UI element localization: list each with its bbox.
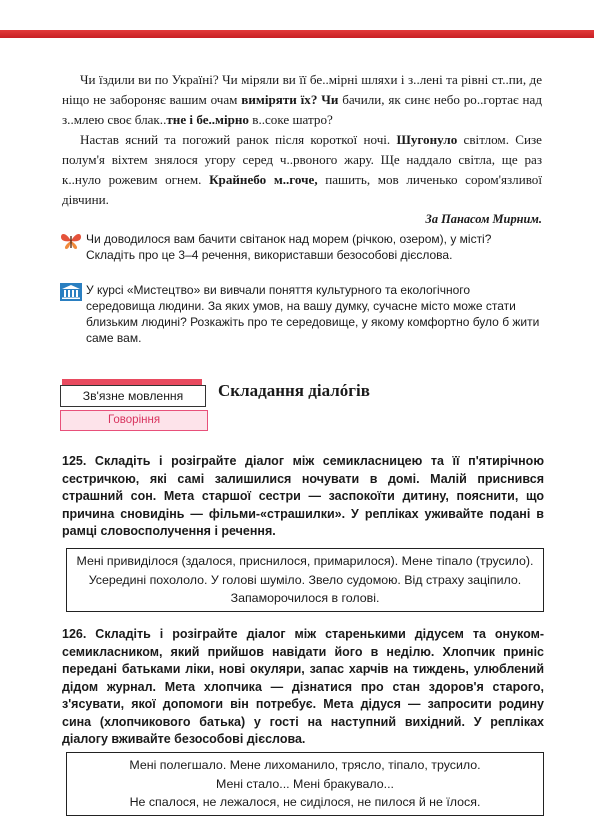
p2-bold-1: Шугонуло [396, 132, 458, 147]
box2-line-1: Мені полегшало. Мене лихоманило, трясло, тіпало, трусило. [129, 758, 481, 772]
box2-line-2: Мені стало... Мені бракувало... [216, 776, 394, 791]
section-title: Складання діалóгів [218, 381, 370, 400]
p1-part-c: бачили, як синє небо ро..гортає над з..млею своє блак.. [62, 92, 542, 127]
prose-text [62, 70, 542, 210]
tag-connected-speech: Зв'язне мовлення [60, 385, 206, 407]
p1-part-e: в..соке шатро? [248, 112, 333, 127]
exercise-126: 126. Складіть і розіграйте діалог між старенькими дідусем та онуком-семикласником, який прийшов навідати його в неділю. Хлопчик приніс передані батьками ліки, нові окуляри, запас харчів на тиждень, улюблений дідом журнал. Мета хлопчика — дізнатися про стан здоров'я старого, з'ясувати, якої допомоги він потребує. Мета дідуся — запросити родину сина (хлопчикового батька) у гості на наступний вихідний. У репліках діалогу вживайте безособові дієслова. [62, 627, 544, 746]
p1-bold-1: виміряти їх? Чи [241, 92, 339, 107]
tag-speaking: Говоріння [60, 410, 208, 431]
butterfly-icon [60, 232, 82, 250]
p1-bold-2: тне і бе..мірно [166, 112, 249, 127]
building-columns-icon [60, 283, 82, 301]
p2-bold-2: Крайнебо м..гоче, [209, 172, 318, 187]
task-sunrise: Чи доводилося вам бачити світанок над морем (річкою, озером), у місті? Складіть про це 3–4 речення, використавши безособові дієслова. [86, 232, 492, 262]
paragraph-2 [62, 130, 542, 210]
p2-part-e: пашить, мов личенько сором'язливої дівчини. [62, 172, 542, 207]
author-credit: За Панасом Мирним. [425, 212, 542, 226]
phrase-box-1: Мені привиділося (здалося, приснилося, примарилося). Мене тіпало (трусило). Усередині похололо. У голові шуміло. Звело судомою. Від страху заціпило. Запаморочилося в голові. [66, 548, 544, 612]
task-city-environment: У курсі «Мистецтво» ви вивчали поняття культурного та екологічного середовища людини. За яких умов, на вашу думку, сучасне місто може стати близьким людині? Розкажіть про те середовище, у якому комфортно було б жити саме вам. [86, 283, 540, 345]
exercise-125: 125. Складіть і розіграйте діалог між семикласницею та її п'ятирічною сестричкою, які самі залишилися ночувати в домі. Малій приснився страшний сон. Мета старшої сестри — заспокоїти дитину, пояснити, що причина сновидінь — фільми-«страшилки». У репліках уживайте подані в рамці словосполучення і речення. [62, 454, 544, 538]
p1-part-a: Чи їздили ви по Україні? Чи міряли ви її бе..мірні шляхи і з..лені та рівні ст..пи, де ніщо не забороняє вашим очам [62, 72, 542, 107]
paragraph-1 [62, 70, 542, 130]
p2-part-c: світлом. Сизе полум'я віхтем знялося угору серед ч..рвоного жару. Ще наддало світла, ще раз к..нуло рожевим огнем. [62, 132, 542, 187]
phrase-box-2 [66, 752, 544, 816]
top-red-bar [0, 30, 594, 38]
box2-line-3: Не спалося, не лежалося, не сиділося, не пилося й не їлося. [129, 795, 481, 809]
p2-part-a: Настав ясний та погожий ранок після короткої ночі. [80, 132, 397, 147]
